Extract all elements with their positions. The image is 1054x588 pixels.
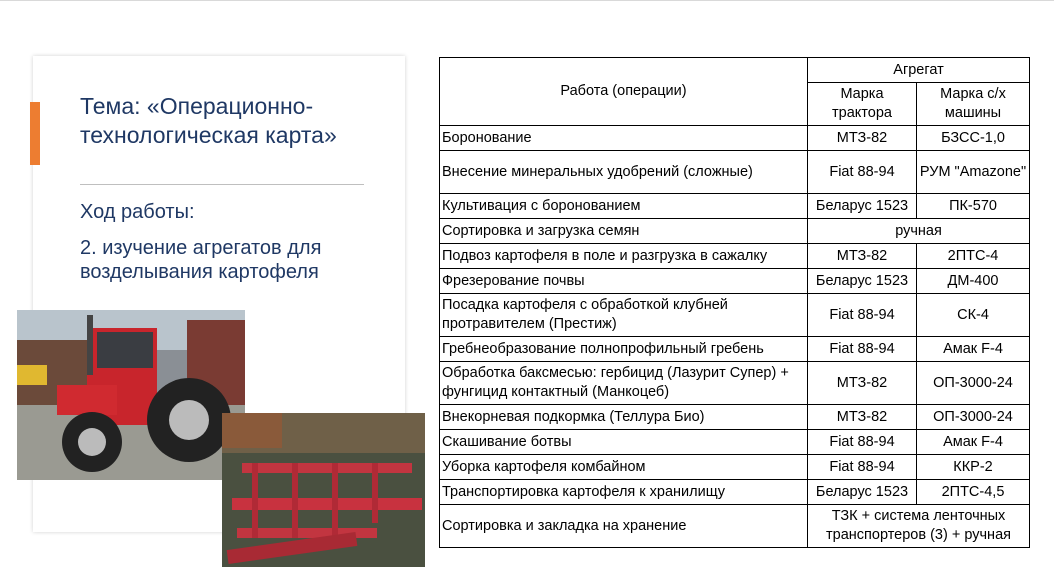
machine-cell: Амак F-4 [917, 430, 1030, 455]
slide-subtitle: Ход работы: [80, 201, 195, 223]
top-rule [0, 0, 1054, 1]
cultivator-illustration [222, 413, 425, 567]
tractor-cell: Fiat 88-94 [808, 337, 917, 362]
slide-step: 2. изучение агрегатов для возделывания картофеля [80, 237, 322, 283]
tractor-cell: Беларус 1523 [808, 194, 917, 219]
operation-cell: Обработка баксмесью: гербицид (Лазурит Супер) + фунгицид контактный (Манкоцеб) [440, 362, 808, 405]
table-row [440, 244, 1030, 269]
operation-cell: Уборка картофеля комбайном [440, 455, 808, 480]
tractor-cell: Fiat 88-94 [808, 294, 917, 337]
slide-title: Тема: «Операционно-технологическая карта» [80, 93, 337, 148]
tractor-photo [17, 310, 245, 480]
accent-bar [30, 102, 40, 165]
operation-cell: Культивация с боронованием [440, 194, 808, 219]
table-row [440, 337, 1030, 362]
operation-cell: Сортировка и загрузка семян [440, 219, 808, 244]
table-row [440, 294, 1030, 337]
merged-aggregate-cell: ТЗК + система ленточных транспортеров (3) + ручная [808, 505, 1030, 548]
machine-cell: СК-4 [917, 294, 1030, 337]
header-aggregate: Агрегат [808, 58, 1030, 83]
machine-cell: ДМ-400 [917, 269, 1030, 294]
operation-cell: Посадка картофеля с обработкой клубней протравителем (Престиж) [440, 294, 808, 337]
operation-cell: Транспортировка картофеля к хранилищу [440, 480, 808, 505]
tractor-cell: Fiat 88-94 [808, 430, 917, 455]
tractor-cell: МТЗ-82 [808, 126, 917, 151]
tractor-cell: МТЗ-82 [808, 362, 917, 405]
machine-cell: 2ПТС-4,5 [917, 480, 1030, 505]
machine-cell: РУМ "Amazone" [917, 151, 1030, 194]
table-row [440, 194, 1030, 219]
cultivator-photo [222, 413, 425, 567]
operation-cell: Скашивание ботвы [440, 430, 808, 455]
machine-cell: БЗСС-1,0 [917, 126, 1030, 151]
operation-cell: Внесение минеральных удобрений (сложные) [440, 151, 808, 194]
table-row [440, 126, 1030, 151]
operations-table [439, 57, 1030, 548]
machine-cell: ККР-2 [917, 455, 1030, 480]
table-row [440, 362, 1030, 405]
header-work: Работа (операции) [440, 58, 808, 126]
merged-aggregate-cell: ручная [808, 219, 1030, 244]
table-row [440, 269, 1030, 294]
machine-cell: Амак F-4 [917, 337, 1030, 362]
operation-cell: Внекорневая подкормка (Теллура Био) [440, 405, 808, 430]
table-row [440, 219, 1030, 244]
tractor-illustration [17, 310, 245, 480]
header-machine: Марка с/х машины [917, 83, 1030, 126]
table-row [440, 455, 1030, 480]
operation-cell: Фрезерование почвы [440, 269, 808, 294]
operation-cell: Сортировка и закладка на хранение [440, 505, 808, 548]
machine-cell: ОП-3000-24 [917, 362, 1030, 405]
tractor-cell: Fiat 88-94 [808, 151, 917, 194]
machine-cell: 2ПТС-4 [917, 244, 1030, 269]
tractor-cell: Беларус 1523 [808, 480, 917, 505]
tractor-cell: Беларус 1523 [808, 269, 917, 294]
table-row [440, 480, 1030, 505]
tractor-cell: МТЗ-82 [808, 405, 917, 430]
machine-cell: ПК-570 [917, 194, 1030, 219]
table-row [440, 151, 1030, 194]
header-tractor: Марка трактора [808, 83, 917, 126]
table-row [440, 405, 1030, 430]
tractor-cell: МТЗ-82 [808, 244, 917, 269]
table-row [440, 505, 1030, 548]
operation-cell: Боронование [440, 126, 808, 151]
tractor-cell: Fiat 88-94 [808, 455, 917, 480]
operation-cell: Подвоз картофеля в поле и разгрузка в сажалку [440, 244, 808, 269]
operation-cell: Гребнеобразование полнопрофильный гребень [440, 337, 808, 362]
title-divider [80, 184, 364, 185]
machine-cell: ОП-3000-24 [917, 405, 1030, 430]
table-row [440, 430, 1030, 455]
